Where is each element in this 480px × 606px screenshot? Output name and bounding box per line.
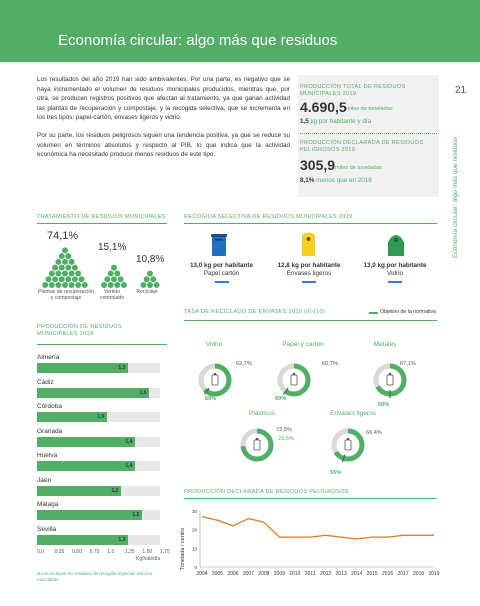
treatment-ball [59, 276, 65, 282]
treatment-ball [82, 282, 88, 288]
selective-marker-glass [388, 281, 402, 283]
paper-icon [291, 373, 297, 385]
treatment-ball [55, 259, 61, 265]
donut-goal-light-packaging: 55% [330, 470, 342, 476]
hazardous-x-tick: 2018 [412, 571, 425, 577]
treatment-ball [42, 282, 48, 288]
legend-goal-text: Objetivo de la normativa [380, 309, 436, 315]
treatment-ball [101, 282, 107, 288]
treatment-label-recycling: Reciclaje [136, 289, 158, 295]
intro-paragraph-2: Por su parte, los residuos peligrosos siguen una tendencia positiva, ya que se reduce su volumen en términos absolutos y respecto al PIB, lo que indica que la actividad económica ha necesitado producir menos residuos de este tipo. [37, 131, 290, 159]
bar-value-label: 1,3 [118, 365, 126, 371]
treatment-pct-landfill: 15,1% [98, 242, 127, 253]
treatment-ball [111, 265, 117, 271]
recycling-donuts [184, 350, 437, 475]
donut-title-light-packaging: Envases ligeros [330, 410, 376, 417]
hazardous-x-tick: 2010 [289, 571, 301, 577]
treatment-ball [118, 276, 124, 282]
treatment-ball [59, 253, 65, 259]
treatment-ball [79, 276, 85, 282]
treatment-ball [52, 276, 58, 282]
treatment-ball [154, 282, 160, 288]
bar-fill [37, 535, 128, 545]
treatment-pile-1 [101, 265, 127, 288]
production-note: No se incluyen los residuos de recogida especial, sólo los mezclados. [37, 571, 153, 582]
selective-rule [184, 223, 437, 224]
key-municipal-label: PRODUCCIÓN TOTAL DE RESIDUOS MUNICIPALES 2019 [300, 84, 406, 97]
treatment-ball [62, 282, 68, 288]
hazardous-ylabel: Tonelada / centro [180, 527, 186, 570]
packaging-bin-icon [300, 232, 317, 256]
donut-0 [201, 366, 229, 395]
hazardous-x-tick: 2013 [335, 571, 347, 577]
bar-value-label: 1,4 [125, 438, 133, 445]
donut-title-plastics: Plásticos [248, 410, 275, 417]
donut-4 [334, 431, 362, 462]
treatment-pct-plants: 74,1% [47, 230, 79, 242]
treatment-ball [69, 270, 75, 276]
treatment-ball [144, 276, 150, 282]
bar-city-label: Cádiz [37, 378, 54, 386]
donut-goal-paper: 60% [275, 396, 287, 402]
treatment-label-landfill: Vertido controlado [99, 289, 125, 301]
selective-amount-packaging: 12,8 kg por habitante [277, 262, 341, 269]
donut-title-metals: Metales [373, 341, 397, 348]
treatment-ball [114, 270, 120, 276]
production-unit: Kg/hab/día [136, 556, 161, 562]
side-caption: Economía circular: algo más que residuos [452, 136, 459, 258]
hazardous-x-tick: 2016 [382, 571, 394, 577]
treatment-ball [69, 259, 75, 265]
treatment-ball [46, 276, 52, 282]
selective-name-paper: Papel cartón [203, 270, 240, 277]
recycling-title-text: TASA DE RECICLADO DE ENVASES 2019 [184, 309, 303, 315]
hazardous-x-tick: 2011 [304, 571, 316, 577]
selective-marker-packaging [302, 281, 316, 283]
hazardous-y-tick: 10 [191, 546, 197, 552]
treatment-piles [37, 240, 172, 288]
intro-text [37, 75, 290, 160]
hazardous-x-tick: 2004 [196, 571, 208, 577]
bar-value-label: 1,5 [132, 512, 140, 518]
bar-value-label: 1,0 [97, 414, 105, 420]
paper-bin-icon [211, 234, 227, 256]
production-title: PRODUCCIÓN DE RESIDUOS MUNICIPALES 2019 [37, 324, 122, 337]
intro-paragraph-1: Los resultados del año 2019 han sido ambivalentes. Por una parte, es negativo que se haya incrementado el volumen de residuos municipales producidos, mientras que, por otra, se producen registros positivos que afectan al tratamiento, ya que ganan actividad las plantas de recuperación y compostaje, y la recogida selectiva, que se incrementa en los tres tipos: papel-cartón, envases ligeros y vidrio. [37, 76, 290, 122]
treatment-ball [62, 247, 68, 253]
selective-title: RECOGIDA SELECTIVA DE RESIDUOS MUNICIPALES 2019 [184, 214, 353, 220]
treatment-ball [49, 270, 55, 276]
key-municipal-value: 4.690,5 [300, 99, 347, 115]
bar-value-label: 1,6 [139, 389, 147, 396]
page-title: Economía circular: algo más que residuos [58, 32, 338, 49]
bar-fill [37, 486, 121, 496]
treatment-ball [55, 270, 61, 276]
treatment-rule [37, 223, 167, 224]
treatment-ball [75, 282, 81, 288]
recycling-rule [184, 320, 437, 321]
key-hazardous-label: PRODUCCIÓN DECLARADA DE RESIDUOS PELIGROSOS 2019 [300, 140, 424, 153]
treatment-ball [121, 282, 127, 288]
treatment-ball [111, 276, 117, 282]
key-divider [300, 133, 437, 134]
hazardous-x-tick: 2008 [258, 571, 270, 577]
bar-axis-tick: 0,0 [37, 549, 44, 555]
bar-fill [37, 461, 135, 471]
bar-city-label: Almería [37, 354, 60, 361]
hazardous-x-tick: 2019 [428, 571, 440, 577]
bar-city-label: Málaga [37, 501, 59, 508]
page-number: 21 [455, 85, 467, 96]
donut-rate2-plastics: 22,5% [278, 436, 294, 442]
bar-city-label: Huelva [37, 452, 58, 459]
treatment-ball [65, 276, 71, 282]
can-icon [387, 373, 393, 385]
bar-value-label: 1,2 [111, 487, 119, 494]
treatment-pile-0 [42, 247, 88, 288]
treatment-ball [108, 282, 114, 288]
bar-axis-tick: 0,25 [54, 549, 65, 555]
header-band [0, 0, 480, 62]
treatment-ball [52, 265, 58, 271]
donut-goal-glass: 60% [205, 396, 217, 402]
bar-fill [37, 388, 149, 398]
bar-city-label: Jaén [37, 476, 52, 484]
key-municipal-sub [300, 118, 371, 125]
recycling-title-ref: (9)-(10) [304, 309, 326, 315]
donut-rate-paper: 60,7% [322, 361, 338, 367]
treatment-ball [62, 270, 68, 276]
donut-3 [243, 431, 271, 459]
treatment-ball [55, 282, 61, 288]
key-municipal-sub-value: 1,5 [300, 118, 309, 125]
recycling-title [184, 309, 364, 316]
selective-name-packaging: Envases ligeros [286, 270, 332, 277]
selective-amount-paper: 13,0 kg por habitante [190, 262, 253, 269]
bar-axis-tick: 1,50 [142, 549, 153, 555]
bar-fill [37, 510, 142, 520]
bar-value-label: 1,3 [118, 536, 126, 543]
bottle-icon [212, 373, 218, 385]
treatment-ball [62, 259, 68, 265]
donut-title-glass: Vidrio [205, 341, 223, 348]
bar-fill [37, 437, 135, 447]
hazardous-title: PRODUCCIÓN DECLARADA DE RESIDUOS PELIGROSOS [184, 489, 349, 495]
bar-axis-tick: 1,0 [107, 549, 115, 555]
selective-amount-glass: 13,0 kg por habitante [363, 262, 427, 269]
treatment-ball [72, 265, 78, 271]
treatment-label-plants: Plantas de recuperación y compostaje [38, 289, 94, 301]
donut-rate-light-packaging: 66,4% [366, 430, 382, 436]
bar-city-label: Sevilla [37, 525, 57, 533]
treatment-ball [108, 270, 114, 276]
treatment-pct-recycling: 10,8% [136, 254, 165, 265]
selective-marker-paper [215, 281, 229, 283]
donut-title-paper: Papel y cartón [282, 341, 324, 348]
treatment-ball [75, 270, 81, 276]
key-hazardous-sub-value: 8,1% [300, 177, 315, 184]
selective-name-glass: Vidrio [387, 270, 403, 277]
hazardous-x-tick: 2006 [227, 571, 239, 577]
hazardous-y-tick: 20 [191, 527, 197, 533]
treatment-ball [140, 282, 146, 288]
production-rule [37, 344, 167, 345]
hazardous-x-tick: 2014 [351, 571, 363, 577]
key-municipal-unit: miles de toneladas [346, 106, 393, 112]
treatment-ball [147, 270, 153, 276]
donut-2 [376, 366, 404, 398]
bar-fill [37, 363, 128, 373]
bar-city-label: Córdoba [37, 403, 62, 410]
hazardous-x-tick: 2007 [242, 571, 254, 577]
donut-rate-metals: 67,1% [400, 361, 416, 367]
key-hazardous-sub-text: menos que en 2018 [316, 177, 372, 184]
treatment-ball [72, 276, 78, 282]
treatment-title: TRATAMIENTO DE RESIDUOS MUNICIPALES [37, 214, 166, 220]
treatment-ball [65, 253, 71, 259]
key-hazardous-value: 305,9 [300, 157, 336, 173]
hazardous-x-tick: 2012 [320, 571, 332, 577]
hazardous-x-tick: 2015 [366, 571, 378, 577]
hazardous-y-tick: 30 [191, 509, 197, 514]
hazardous-x-tick: 2009 [273, 571, 285, 577]
treatment-ball [104, 276, 110, 282]
donut-rate-plastics: 73,5% [276, 427, 292, 433]
bar-value-label: 1,4 [125, 463, 133, 469]
plastic-bottle-icon [254, 438, 260, 450]
treatment-ball [69, 282, 75, 288]
bar-axis-tick: 1,25 [124, 549, 135, 555]
legend-goal-swatch [369, 312, 378, 314]
treatment-ball [150, 276, 156, 282]
donut-rate-glass: 62,7% [236, 361, 252, 367]
treatment-ball [59, 265, 65, 271]
hazardous-line-chart [190, 505, 440, 583]
hazardous-x-tick: 2017 [397, 571, 409, 577]
treatment-ball [65, 265, 71, 271]
hazardous-series-line [202, 517, 434, 539]
treatment-ball [114, 282, 120, 288]
donut-goal-metals: 50% [378, 402, 390, 408]
glass-bin-icon [387, 232, 405, 256]
hazardous-y-tick: 0 [194, 565, 197, 570]
bar-axis-tick: 0,50 [72, 549, 82, 555]
carton-icon [345, 438, 351, 450]
treatment-pile-2 [140, 270, 159, 288]
donut-1 [280, 366, 308, 395]
bar-city-label: Granada [37, 427, 63, 435]
hazardous-x-tick: 2005 [211, 571, 224, 577]
key-hazardous-sub [300, 177, 372, 184]
bar-axis-tick: 1,75 [160, 549, 170, 555]
treatment-ball [147, 282, 153, 288]
bar-axis-tick: 0,75 [89, 549, 100, 555]
hazardous-rule [184, 498, 437, 499]
key-hazardous-unit: miles de toneladas [335, 165, 382, 171]
key-municipal-sub-text: kg por habitante y día [310, 118, 372, 125]
treatment-ball [49, 282, 55, 288]
